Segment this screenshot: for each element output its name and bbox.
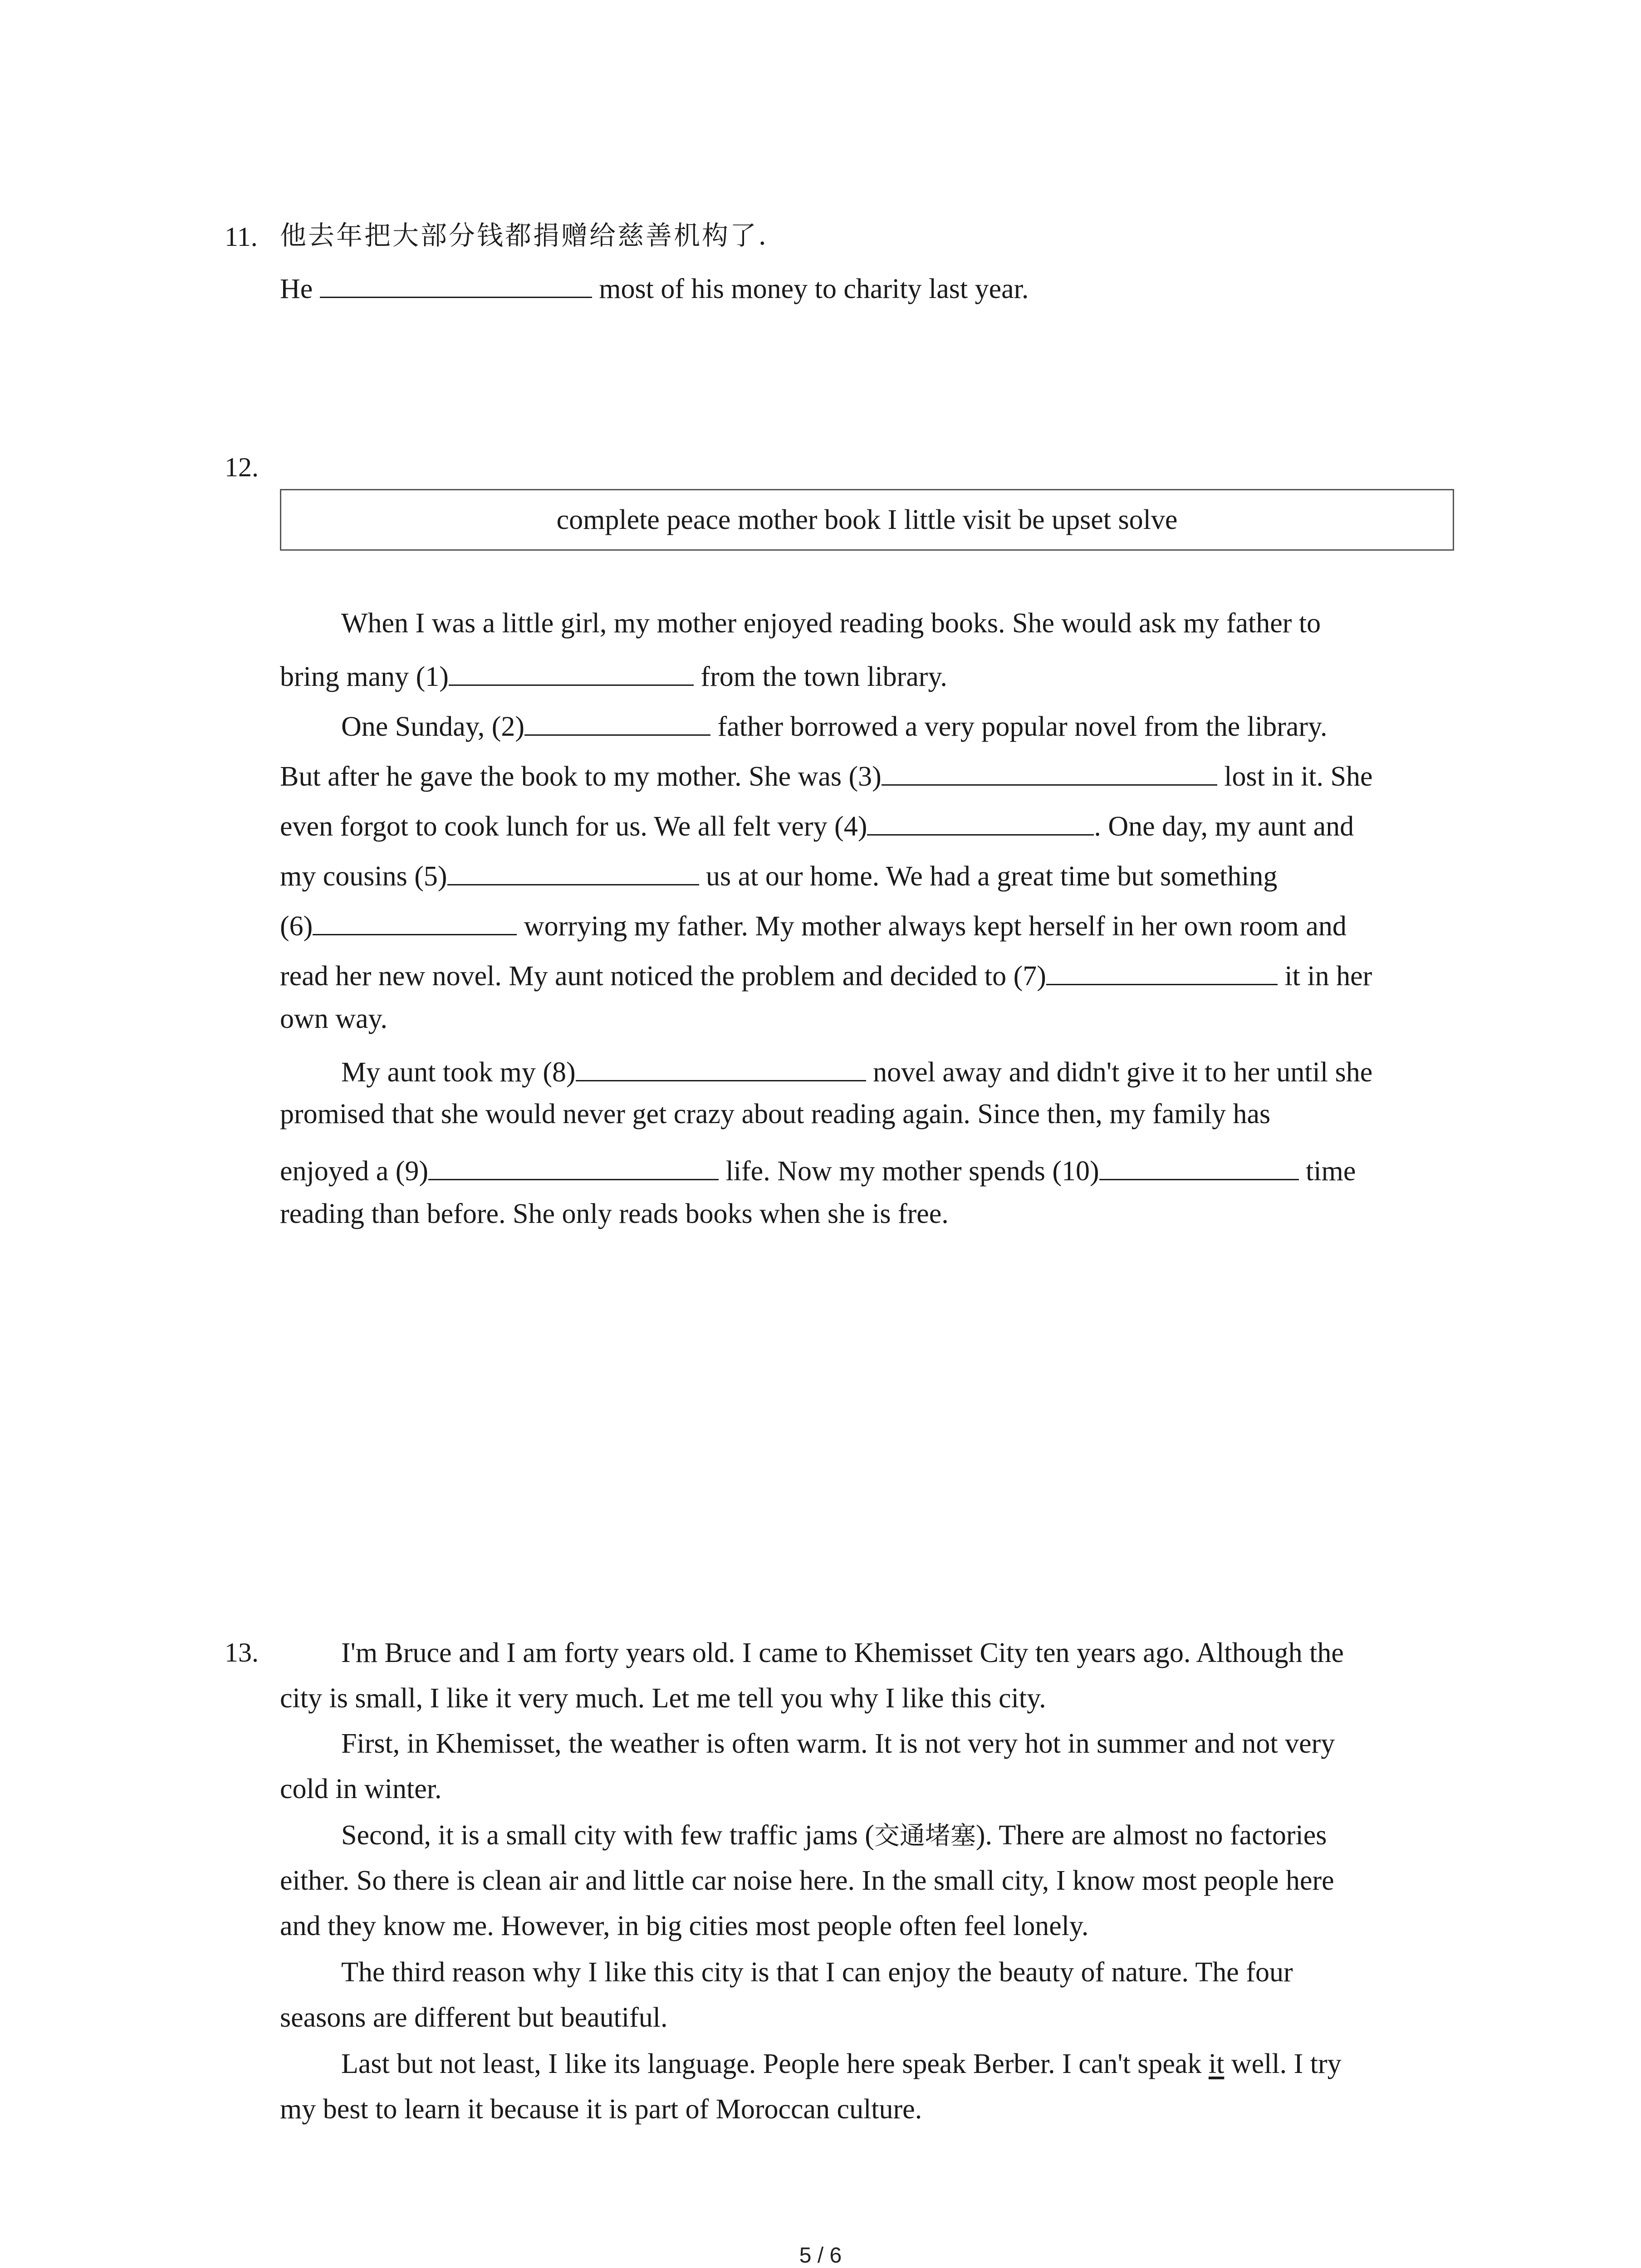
q13-line8: The third reason why I like this city is that I can enjoy the beauty of nature. The four	[341, 1957, 1293, 1988]
q12-text: . One day, my aunt and	[1094, 811, 1354, 842]
blank-8[interactable]	[576, 1055, 866, 1081]
q12-text: worrying my father. My mother always kept herself in her own room and	[524, 911, 1347, 942]
q12-p1-line1: When I was a little girl, my mother enjoyed reading books. She would ask my father to	[341, 608, 1321, 639]
q13-line10	[341, 2050, 1342, 2078]
question-number-11: 11.	[225, 222, 258, 252]
blank-9[interactable]	[428, 1154, 719, 1180]
q13-line5	[341, 1821, 1327, 1849]
q12-p3-line4: reading than before. She only reads books when she is free.	[280, 1198, 949, 1229]
blank-7[interactable]	[1046, 958, 1278, 985]
q12-p2-line5	[280, 909, 1347, 940]
q12-p2-line1	[341, 709, 1327, 741]
q12-text: from the town library.	[700, 661, 947, 692]
q11-sentence	[280, 271, 1029, 303]
q12-text: life. Now my mother spends (10)	[725, 1156, 1099, 1187]
q12-text: (6)	[280, 911, 313, 942]
question-number-13: 13.	[225, 1637, 259, 1667]
q13-line6: either. So there is clean air and little car noise here. In the small city, I know most people here	[280, 1865, 1334, 1896]
blank-1[interactable]	[449, 659, 694, 686]
q12-text: my cousins (5)	[280, 861, 447, 892]
q12-text: enjoyed a (9)	[280, 1156, 429, 1187]
q13-line4: cold in winter.	[280, 1774, 442, 1804]
q12-text: time	[1306, 1156, 1356, 1187]
q12-text: bring many (1)	[280, 661, 449, 692]
page-number: 5 / 6	[799, 2244, 842, 2268]
q13-text: ). There are almost no factories	[975, 1820, 1327, 1851]
q12-text: it in her	[1284, 961, 1372, 992]
q12-p2-line6	[280, 958, 1372, 990]
q12-p2-line2	[280, 759, 1373, 791]
q11-chinese-prompt: 他去年把大部分钱都捐赠给慈善机构了.	[280, 220, 769, 251]
q13-text: Second, it is a small city with few traffic jams (	[341, 1820, 874, 1851]
q11-answer-blank[interactable]	[320, 271, 592, 298]
word-bank-box	[280, 489, 1454, 551]
q12-text: novel away and didn't give it to her until she	[873, 1057, 1373, 1088]
q12-text: read her new novel. My aunt noticed the problem and decided to (7)	[280, 961, 1046, 992]
q12-text: One Sunday, (2)	[341, 711, 525, 742]
blank-2[interactable]	[524, 709, 710, 736]
blank-10[interactable]	[1099, 1154, 1299, 1180]
q12-text: even forgot to cook lunch for us. We all felt very (4)	[280, 811, 867, 842]
blank-4[interactable]	[867, 809, 1094, 836]
underlined-it: it	[1208, 2048, 1225, 2079]
blank-5[interactable]	[447, 859, 699, 885]
q11-sentence-end: most of his money to charity last year.	[599, 274, 1029, 304]
q12-p2-line3	[280, 809, 1354, 841]
q13-text: Last but not least, I like its language. People here speak Berber. I can't speak	[341, 2048, 1209, 2079]
question-number-12: 12.	[225, 452, 259, 482]
q11-sentence-start: He	[280, 274, 313, 304]
q12-text: us at our home. We had a great time but something	[706, 861, 1278, 892]
q12-text: My aunt took my (8)	[341, 1057, 576, 1088]
blank-3[interactable]	[882, 759, 1217, 786]
q12-text: But after he gave the book to my mother. She was (3)	[280, 761, 882, 792]
q12-text: lost in it. She	[1224, 761, 1373, 792]
q13-text: well. I try	[1224, 2048, 1342, 2079]
q12-p1-line2	[280, 659, 947, 691]
q13-line11: my best to learn it because it is part of Moroccan culture.	[280, 2094, 922, 2125]
q13-line1: I'm Bruce and I am forty years old. I came to Khemisset City ten years ago. Although the	[341, 1637, 1344, 1668]
q12-p2-line4	[280, 859, 1277, 890]
q13-chinese-gloss: 交通堵塞	[874, 1821, 976, 1851]
q12-p3-line2: promised that she would never get crazy about reading again. Since then, my family has	[280, 1099, 1271, 1129]
word-bank-text: complete peace mother book I little visit be upset solve	[556, 504, 1178, 535]
q12-p3-line3	[280, 1154, 1356, 1185]
q13-line7: and they know me. However, in big cities most people often feel lonely.	[280, 1911, 1089, 1941]
q12-p2-line7: own way.	[280, 1003, 388, 1034]
q12-text: father borrowed a very popular novel from the library.	[717, 711, 1327, 742]
q12-p3-line1	[341, 1055, 1372, 1086]
q13-line3: First, in Khemisset, the weather is often warm. It is not very hot in summer and not very	[341, 1728, 1335, 1759]
q13-line9: seasons are different but beautiful.	[280, 2002, 668, 2033]
blank-6[interactable]	[313, 909, 517, 935]
q13-line2: city is small, I like it very much. Let me tell you why I like this city.	[280, 1683, 1046, 1714]
